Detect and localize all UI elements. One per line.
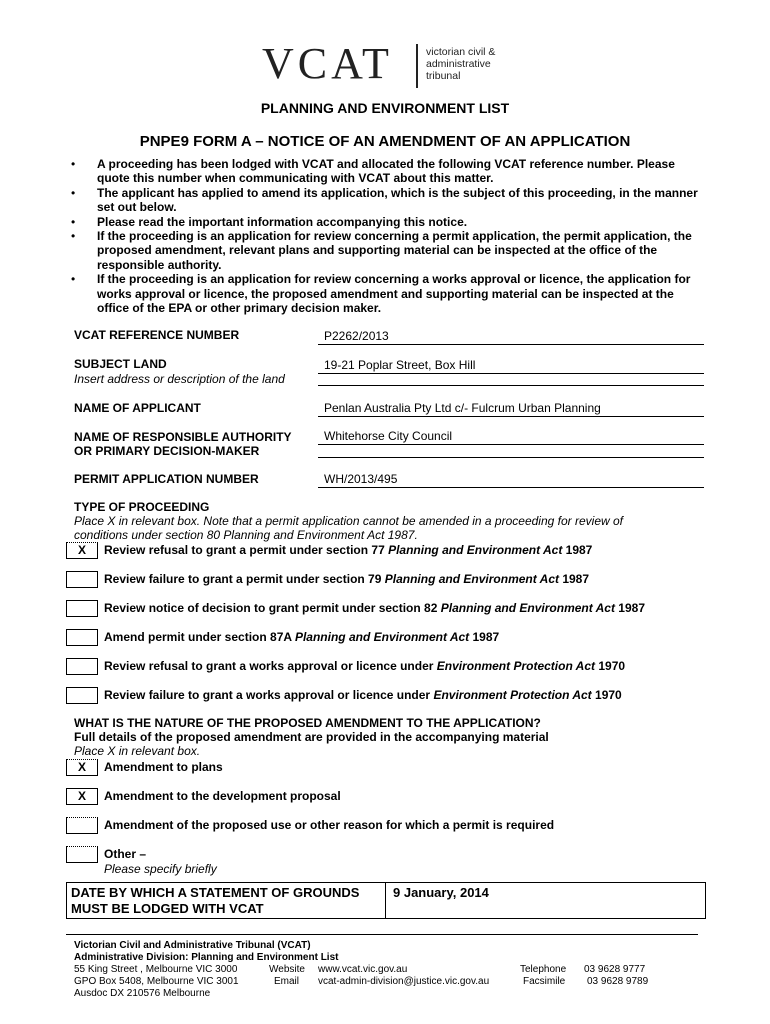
vcat-ref-label: VCAT REFERENCE NUMBER <box>74 328 240 342</box>
logo-line-2: administrative <box>426 58 491 70</box>
authority-value[interactable]: Whitehorse City Council <box>318 429 704 445</box>
proceeding-heading: TYPE OF PROCEEDING <box>74 500 210 514</box>
logo-wordmark: VCAT <box>262 39 393 88</box>
option-label: Review refusal to grant a permit under section 77 Planning and Environment Act 1987 <box>104 543 593 557</box>
statement-date-value[interactable]: 9 January, 2014 <box>393 885 489 900</box>
form-title: PNPE9 FORM A – NOTICE OF AN AMENDMENT OF AN APPLICATION <box>139 133 631 150</box>
option-label: Amendment to plans <box>104 760 223 774</box>
checkbox[interactable]: X <box>66 759 98 776</box>
footer-address-1: 55 King Street , Melbourne VIC 3000 <box>74 964 238 975</box>
option-label: Amendment to the development proposal <box>104 789 341 803</box>
subject-land-label: SUBJECT LAND <box>74 357 167 371</box>
footer-fax-label: Facsimile <box>523 976 566 987</box>
subject-land-line-2[interactable] <box>318 385 704 386</box>
vcat-ref-value[interactable]: P2262/2013 <box>318 329 704 345</box>
bullet-item: • Please read the important information accompanying this notice. <box>65 215 705 229</box>
footer-fax: 03 9628 9789 <box>587 976 649 987</box>
other-specify-hint: Please specify briefly <box>104 862 217 876</box>
applicant-label: NAME OF APPLICANT <box>74 401 201 415</box>
option-label: Review notice of decision to grant permit under section 82 Planning and Environment Act 1987 <box>104 601 645 615</box>
bullet-item: • A proceeding has been lodged with VCAT and allocated the following VCAT reference number. Please quote this number when communicating with VCAT about this matter. <box>65 157 705 186</box>
logo-divider <box>416 44 418 88</box>
proceeding-instruction-2: conditions under section 80 Planning and Environment Act 1987. <box>74 528 418 542</box>
checkbox[interactable] <box>66 629 98 646</box>
footer-telephone-label: Telephone <box>520 964 567 975</box>
footer-email-label: Email <box>274 976 300 987</box>
checkbox[interactable] <box>66 846 98 863</box>
checkbox[interactable] <box>66 687 98 704</box>
footer-address-2: GPO Box 5408, Melbourne VIC 3001 <box>74 976 239 987</box>
date-box-divider <box>385 883 386 918</box>
option-label: Review failure to grant a permit under section 79 Planning and Environment Act 1987 <box>104 572 590 586</box>
proceeding-instruction-1: Place X in relevant box. Note that a permit application cannot be amended in a proceeding for review of <box>74 514 623 528</box>
option-label: Amend permit under section 87A Planning and Environment Act 1987 <box>104 630 500 644</box>
authority-line-2[interactable] <box>318 457 704 458</box>
list-title: PLANNING AND ENVIRONMENT LIST <box>260 100 510 116</box>
footer-divider <box>66 934 698 935</box>
checkbox[interactable]: X <box>66 542 98 559</box>
statement-date-box <box>66 882 706 919</box>
authority-label-1: NAME OF RESPONSIBLE AUTHORITY <box>74 430 292 444</box>
logo-line-1: victorian civil & <box>426 46 496 58</box>
checkbox[interactable] <box>66 817 98 834</box>
logo-subtitle <box>426 46 495 82</box>
option-label: Other – <box>104 847 147 861</box>
amendment-heading: WHAT IS THE NATURE OF THE PROPOSED AMENDMENT TO THE APPLICATION? <box>74 716 541 730</box>
statement-date-label: DATE BY WHICH A STATEMENT OF GROUNDS MUST BE LODGED WITH VCAT <box>71 885 360 916</box>
option-label: Review refusal to grant a works approval or licence under Environment Protection Act 1970 <box>104 659 626 673</box>
bullet-item: • If the proceeding is an application for review concerning a permit application, the permit application, the proposed amendment, relevant plans and supporting material can be inspected at the office of the responsible authority. <box>65 229 705 272</box>
option-label: Review failure to grant a works approval or licence under Environment Protection Act 1970 <box>104 688 622 702</box>
footer-email[interactable]: vcat-admin-division@justice.vic.gov.au <box>318 976 490 987</box>
bullet-item: • If the proceeding is an application for review concerning a works approval or licence, the application for works approval or licence, the proposed amendment and supporting material can be inspected at the office of the EPA or other primary decision maker. <box>65 272 705 315</box>
footer-website-label: Website <box>269 964 305 975</box>
authority-label-2: OR PRIMARY DECISION-MAKER <box>74 444 260 458</box>
subject-land-sublabel: Insert address or description of the land <box>74 372 285 386</box>
permit-no-label: PERMIT APPLICATION NUMBER <box>74 472 259 486</box>
option-label: Amendment of the proposed use or other reason for which a permit is required <box>104 818 555 832</box>
checkbox[interactable] <box>66 600 98 617</box>
amendment-subheading: Full details of the proposed amendment are provided in the accompanying material <box>74 730 549 744</box>
bullet-item: • The applicant has applied to amend its application, which is the subject of this proceeding, in the manner set out below. <box>65 186 705 215</box>
checkbox[interactable] <box>66 658 98 675</box>
amendment-instruction: Place X in relevant box. <box>74 744 201 758</box>
footer-org: Victorian Civil and Administrative Tribunal (VCAT) <box>74 940 311 951</box>
footer-address-3: Ausdoc DX 210576 Melbourne <box>74 988 211 999</box>
footer-division: Administrative Division: Planning and Environment List <box>74 952 339 963</box>
subject-land-value[interactable]: 19-21 Poplar Street, Box Hill <box>318 358 704 374</box>
notice-bullets <box>65 157 705 315</box>
footer-telephone: 03 9628 9777 <box>584 964 646 975</box>
permit-no-value[interactable]: WH/2013/495 <box>318 472 704 488</box>
footer-website[interactable]: www.vcat.vic.gov.au <box>318 964 408 975</box>
checkbox[interactable]: X <box>66 788 98 805</box>
logo-line-3: tribunal <box>426 70 461 82</box>
applicant-value[interactable]: Penlan Australia Pty Ltd c/- Fulcrum Urban Planning <box>318 401 704 417</box>
checkbox[interactable] <box>66 571 98 588</box>
